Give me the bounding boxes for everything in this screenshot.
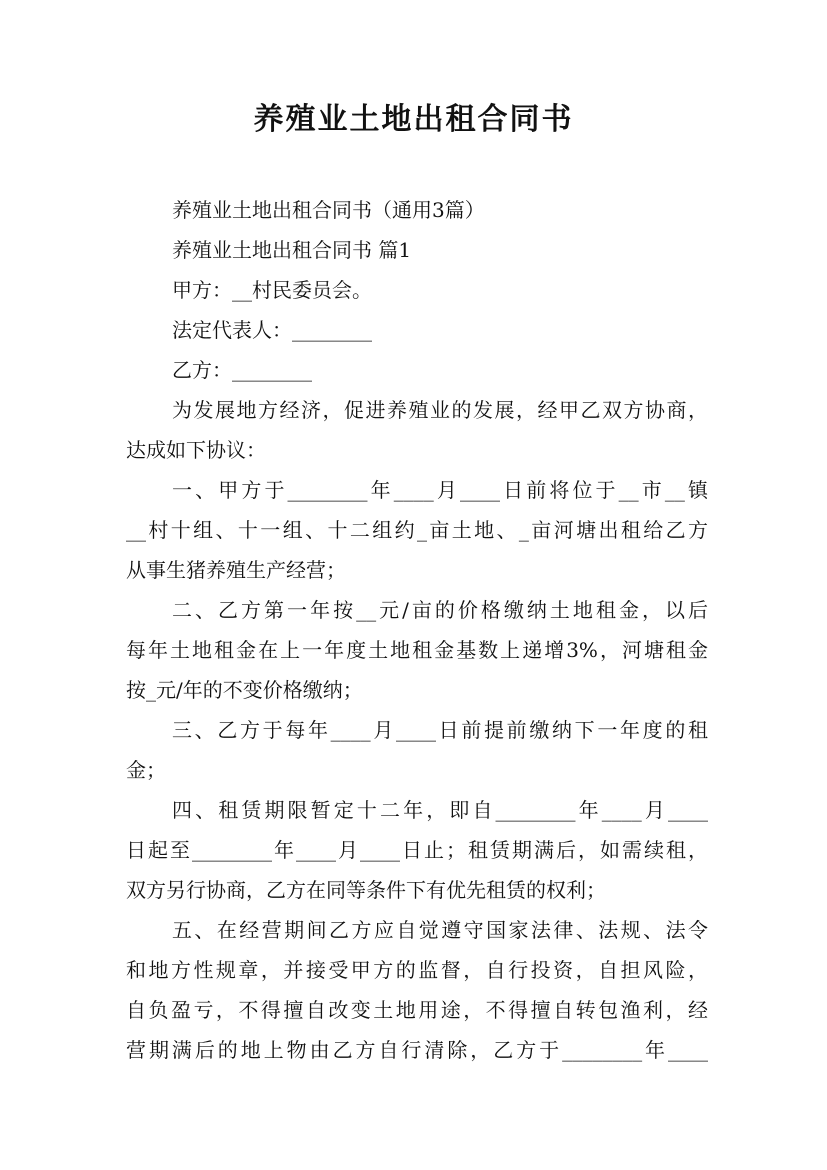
document-line: 二、乙方第一年按__元/亩的价格缴纳土地租金，以后 bbox=[172, 598, 708, 622]
document-line: 五、在经营期间乙方应自觉遵守国家法律、法规、法令 bbox=[172, 918, 708, 942]
document-line: 甲方：__村民委员会。 bbox=[172, 278, 372, 302]
document-line: 为发展地方经济，促进养殖业的发展，经甲乙双方协商， bbox=[172, 398, 708, 422]
document-line: 金； bbox=[126, 758, 166, 782]
document-line: 营期满后的地上物由乙方自行清除，乙方于________年____ bbox=[126, 1038, 708, 1062]
document-line: 养殖业土地出租合同书 篇1 bbox=[172, 238, 412, 262]
document-line: 三、乙方于每年____月____日前提前缴纳下一年度的租 bbox=[172, 718, 708, 742]
document-line: 乙方：________ bbox=[172, 358, 312, 382]
document-line: 四、租赁期限暂定十二年，即自________年____月____ bbox=[172, 798, 708, 822]
document-line: 一、甲方于________年____月____日前将位于__市__镇 bbox=[172, 478, 708, 502]
document-line: 自负盈亏，不得擅自改变土地用途，不得擅自转包渔利，经 bbox=[126, 998, 708, 1022]
document-line: 达成如下协议： bbox=[126, 438, 266, 462]
document-body bbox=[126, 190, 708, 1070]
document-line: 每年土地租金在上一年度土地租金基数上递增3%，河塘租金 bbox=[126, 638, 708, 662]
document-line: 按_元/年的不变价格缴纳； bbox=[126, 678, 363, 702]
document-line: 法定代表人：________ bbox=[172, 318, 372, 342]
document-line: __村十组、十一组、十二组约_亩土地、_亩河塘出租给乙方 bbox=[126, 518, 708, 542]
document-line: 和地方性规章，并接受甲方的监督，自行投资，自担风险， bbox=[126, 958, 708, 982]
document-line: 从事生猪养殖生产经营； bbox=[126, 558, 346, 582]
document-line: 日起至________年____月____日止；租赁期满后，如需续租， bbox=[126, 838, 708, 862]
document-title: 养殖业土地出租合同书 bbox=[253, 102, 574, 137]
document-line: 养殖业土地出租合同书（通用3篇） bbox=[172, 198, 485, 222]
document-line: 双方另行协商，乙方在同等条件下有优先租赁的权利； bbox=[126, 878, 606, 902]
